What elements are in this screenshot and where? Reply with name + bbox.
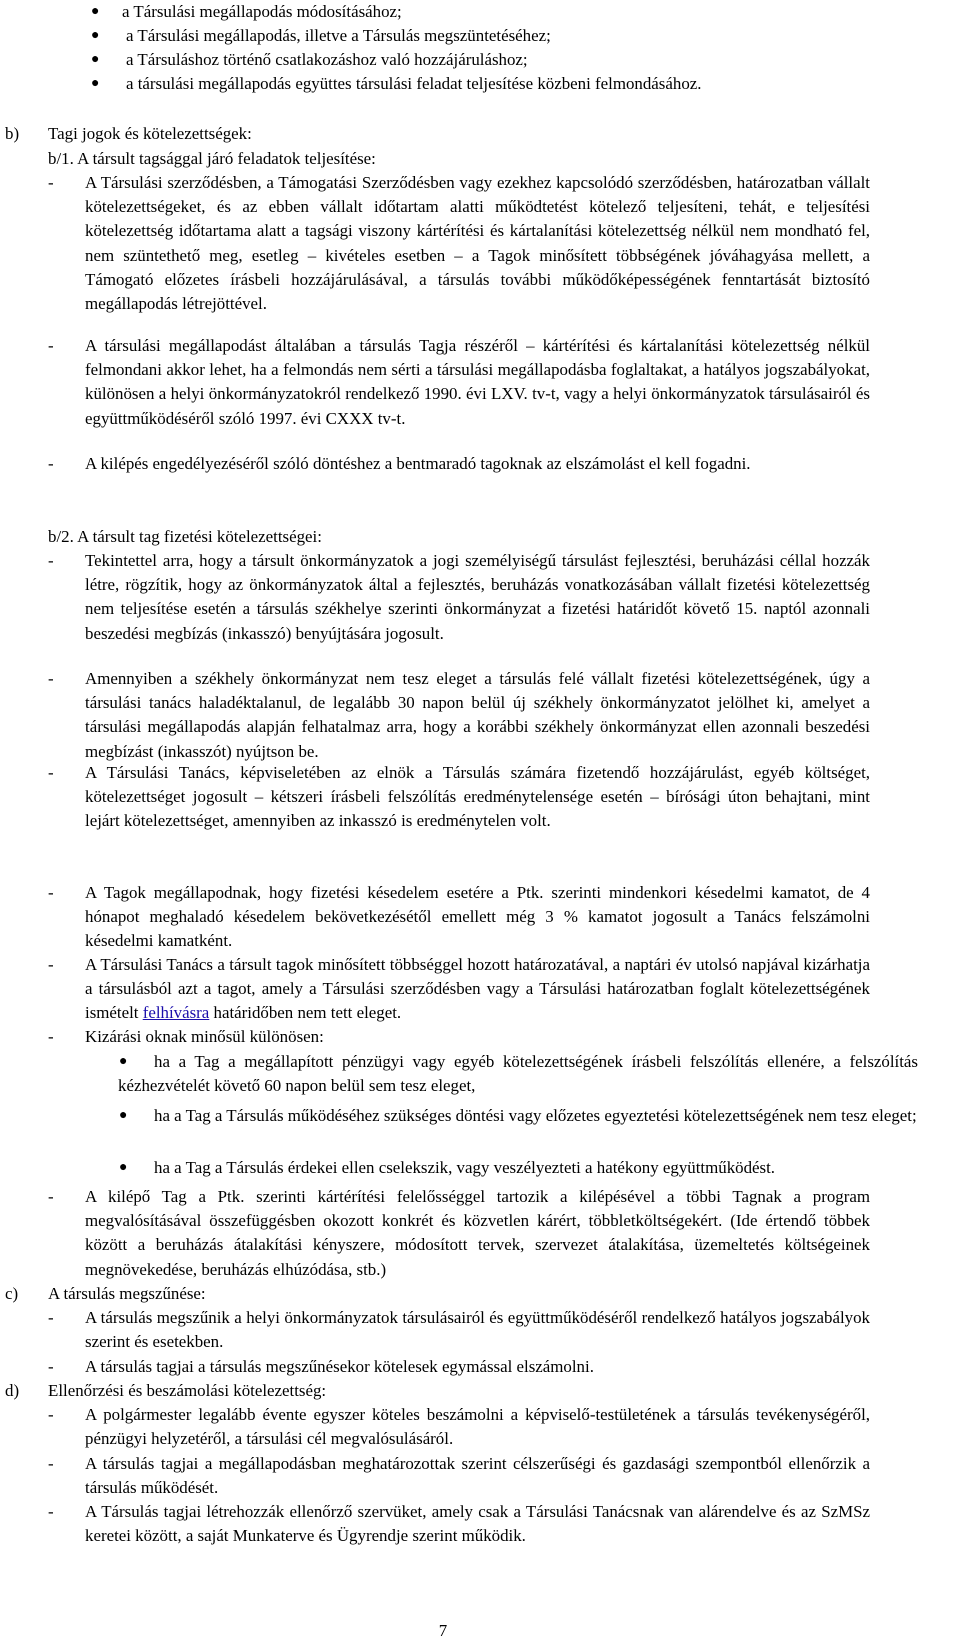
bullet-icon: ●: [119, 1054, 128, 1069]
dash-marker: -: [48, 763, 54, 782]
page-number: 7: [438, 1621, 448, 1640]
bullet-icon: ●: [91, 4, 100, 19]
exclusion-text-end: határidőben nem tett eleget.: [209, 1003, 402, 1023]
bullet-icon: ●: [119, 1108, 128, 1123]
intro-bullet: a társulási megállapodás együttes társulási feladat teljesítése közbeni felmondásához.: [126, 74, 702, 93]
bullet-icon: ●: [91, 52, 100, 67]
c-item: A társulás tagjai a társulás megszűnésekor kötelesek egymással elszámolni.: [85, 1357, 594, 1376]
dash-marker: -: [48, 1187, 54, 1206]
b2-item: Amennyiben a székhely önkormányzat nem tesz eleget a társulás felé vállalt fizetési kötelezettségének, úgy a társulási tanács haladéktalanul, de legalább 30 napon belül új székhely önkormányzatot jelölhet ki, amelyet a társulási megállapodás alapján felhatalmaz arra, hogy a korábbi székhely önkormányzat ellen azonnali beszedési megbízást (inkasszót) nyújtson be.: [85, 669, 870, 761]
b1-item: A társulási megállapodást általában a társulás Tagja részéről – kártérítési és kártalanítási kötelezettség nélkül felmondani akkor lehet, ha a felmondás nem sérti a társulási megállapodásba foglaltakat, a hatályos jogszabályokat, különösen a helyi önkormányzatokról rendelkező 1990. évi LXV. tv-t, vagy a helyi önkormányzatok társulásairól és együttműködéséről szóló 1997. évi CXXX tv-t.: [85, 336, 870, 428]
section-c-title: A társulás megszűnése:: [48, 1284, 206, 1303]
dash-marker: -: [48, 1027, 54, 1046]
dash-marker: -: [48, 336, 54, 355]
section-d-label: d): [5, 1381, 20, 1400]
bullet-icon: ●: [91, 76, 100, 91]
dash-marker: -: [48, 1454, 54, 1473]
dash-marker: -: [48, 551, 54, 570]
dash-marker: -: [48, 955, 54, 974]
dash-marker: -: [48, 1357, 54, 1376]
dash-marker: -: [48, 669, 54, 688]
b2-exclusion-item: [85, 953, 870, 1026]
ground-item: ha a Tag a Társulás működéséhez szükséges döntési vagy előzetes egyeztetési kötelezettségének nem tesz eleget;: [154, 1106, 917, 1125]
exclusion-text: A Társulási Tanács a társult tagok minősített többséggel hozott határozatával, a naptári év utolsó napjával kizárhatja a társulásból azt a tagot, amely a Társulási szerződésben vagy a Társulási határozatban foglalt kötelezettségének ismételt: [85, 955, 870, 1023]
dash-marker: -: [48, 454, 54, 473]
b1-item: A kilépés engedélyezéséről szóló döntéshez a bentmaradó tagoknak az elszámolást el kell fogadni.: [85, 454, 751, 473]
section-d-title: Ellenőrzési és beszámolási kötelezettség:: [48, 1381, 327, 1400]
dash-marker: -: [48, 883, 54, 902]
intro-bullet: a Társuláshoz történő csatlakozáshoz való hozzájáruláshoz;: [126, 50, 528, 69]
b2-item: A Tagok megállapodnak, hogy fizetési késedelem esetére a Ptk. szerinti mindenkori késedelmi kamatot, de 4 hónapot meghaladó késedelem bekövetkezésétől emellett még 3 % kamatot jogosult a Tanács felszámolni késedelmi kamatként.: [85, 883, 870, 951]
d-item: A polgármester legalább évente egyszer köteles beszámolni a képviselő-testületének a társulás tevékenységéről, pénzügyi helyzetéről, a társulási cél megvalósulásáról.: [85, 1405, 870, 1449]
b2-withdrawing-item: A kilépő Tag a Ptk. szerinti kártérítési felelősséggel tartozik a kilépésével a többi Tagnak a program megvalósításával összefüggésben okozott konkrét és közvetlen kárért, többletköltségekért. (Ide értendő többek között a beruházás átalakítási kényszere, módosított tervek, szervezet átalakítása, üzemeltetés költségeinek megnövekedése, beruházás elhúzódása, stb.): [85, 1187, 870, 1279]
ground-item: ha a Tag a Társulás érdekei ellen cselekszik, vagy veszélyezteti a hatékony együttműködést.: [154, 1158, 776, 1177]
section-b-title: Tagi jogok és kötelezettségek:: [48, 124, 252, 143]
section-c-label: c): [5, 1284, 19, 1303]
c-item: A társulás megszűnik a helyi önkormányzatok társulásairól és együttműködéséről rendelkező hatályos jogszabályok szerint és esetekben.: [85, 1308, 870, 1352]
b2-item: Tekintettel arra, hogy a társult önkormányzatok a jogi személyiségű társulást fejlesztési, beruházási céllal hozzák létre, rögzítik, hogy az önkormányzatok által a fejlesztés, beruházás vonatkozásában vállalt fizetési kötelezettség nem teljesítése esetén a társulás székhelye szerinti önkormányzat a fizetési határidőt követő 15. naptól azonnali beszedési megbízás (inkasszó) benyújtására jogosult.: [85, 551, 870, 643]
intro-bullet: a Társulási megállapodás módosításához;: [122, 2, 402, 21]
b1-heading: b/1. A társult tagsággal járó feladatok teljesítése:: [48, 149, 376, 168]
ground-item: ha a Tag a megállapított pénzügyi vagy egyéb kötelezettségének írásbeli felszólítás ellenére, a felszólítás kézhezvételét követő 60 napon belül sem tesz eleget,: [118, 1052, 918, 1096]
dash-marker: -: [48, 1502, 54, 1521]
grounds-intro: Kizárási oknak minősül különösen:: [85, 1027, 324, 1046]
dash-marker: -: [48, 1308, 54, 1327]
section-b-label: b): [5, 124, 20, 143]
dash-marker: -: [48, 1405, 54, 1424]
bullet-icon: ●: [91, 28, 100, 43]
felhivasra-link[interactable]: felhívásra: [142, 1003, 210, 1023]
b2-item: A Társulási Tanács, képviseletében az elnök a Társulás számára fizetendő hozzájárulást, egyéb költséget, kötelezettséget jogosult – kétszeri írásbeli felszólítás eredménytelensége esetén – bírósági úton behajtani, mint lejárt kötelezettséget, amennyiben az inkasszó is eredménytelen volt.: [85, 763, 870, 831]
b2-heading: b/2. A társult tag fizetési kötelezettségei:: [48, 527, 322, 546]
d-item: A Társulás tagjai létrehozzák ellenőrző szervüket, amely csak a Társulási Tanácsnak van alárendelve és az SzMSz keretei között, a saját Munkaterve és Ügyrendje szerint működik.: [85, 1502, 870, 1546]
b1-item: A Társulási szerződésben, a Támogatási Szerződésben vagy ezekhez kapcsolódó szerződésben, határozatban vállalt kötelezettségeket, és az ebben vállalt időtartam alatti működtetést kötelező teljesíteni, tehát, e teljesítési kötelezettség időtartama alatt a tagsági viszony kártérítési és kártalanítási kötelezettség nélkül nem mondható fel, nem szüntethető meg, esetleg – kivételes esetben – a Tagok minősített többségének jóváhagyása mellett, a Támogató előzetes írásbeli hozzájárulásával, a társulás további működőképességének fenntartását biztosító megállapodás létrejöttével.: [85, 173, 870, 314]
dash-marker: -: [48, 173, 54, 192]
d-item: A társulás tagjai a megállapodásban meghatározottak szerint célszerűségi és gazdasági szempontból ellenőrzik a társulás működését.: [85, 1454, 870, 1498]
intro-bullet: a Társulási megállapodás, illetve a Társulás megszüntetéséhez;: [126, 26, 551, 45]
bullet-icon: ●: [119, 1160, 128, 1175]
